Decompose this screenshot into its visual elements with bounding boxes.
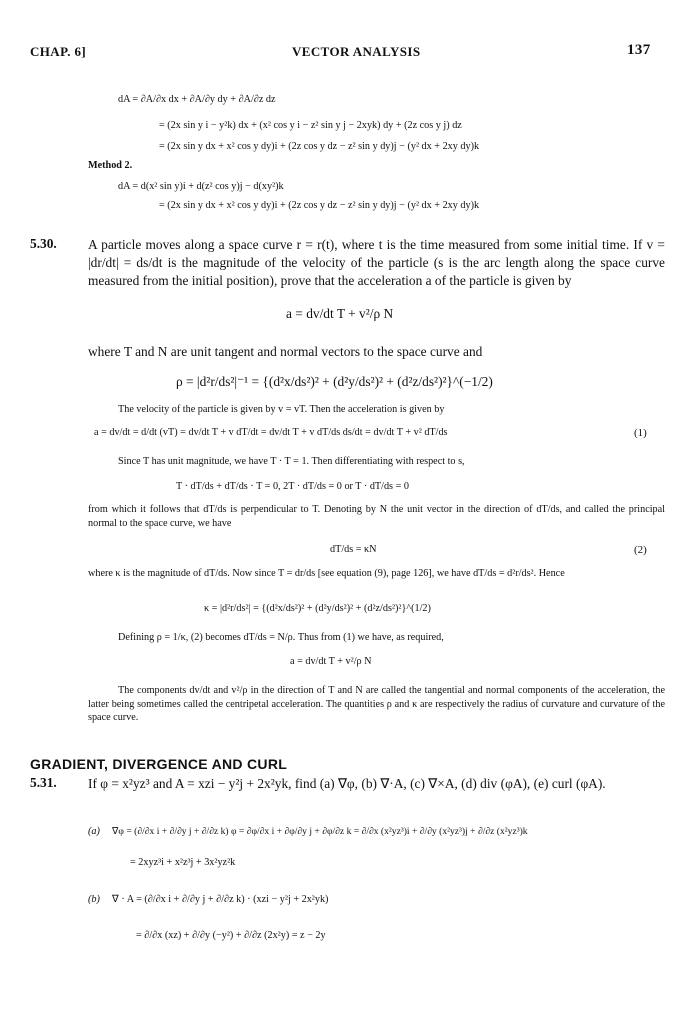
part-a-eq-2: = 2xyz³i + x²z³j + 3x²yz²k: [130, 857, 236, 868]
method2-label: Method 2.: [88, 160, 133, 171]
solution-eq-1: a = dv/dt = d/dt (vT) = dv/dt T + v dT/dt = dv/dt T + v dT/ds ds/dt = dv/dt T + v² dT/ds: [94, 427, 448, 438]
problem-530-where: where T and N are unit tangent and normal vectors to the space curve and: [88, 344, 483, 359]
problem-531-number: 5.31.: [30, 775, 57, 790]
problem-530-statement: A particle moves along a space curve r = r(t), where t is the time measured from some initial time. If v = |dr/dt| = ds/dt is the magnitude of the velocity of the particle (s is the arc length along the space curve measured from the initial position), prove that the acceleration a of the particle is given by: [88, 237, 665, 288]
solution-dot-eq: T · dT/ds + dT/ds · T = 0, 2T · dT/ds = 0 or T · dT/ds = 0: [176, 481, 409, 492]
equation-label-1: (1): [634, 427, 647, 439]
problem-530-rho-eq: ρ = |d²r/ds²|⁻¹ = {(d²x/ds²)² + (d²y/ds²)² + (d²z/ds²)²}^(−1/2): [176, 374, 493, 389]
method1-eq3: = (2x sin y dx + x² cos y dy)i + (2z cos y dz − z² sin y dy)j − (y² dx + 2xy dy)k: [159, 141, 480, 152]
method1-eq2: = (2x sin y i − y²k) dx + (x² cos y i − z² sin y j − 2xyk) dy + (2z cos y j) dz: [159, 120, 462, 131]
method1-eq1: dA = ∂A/∂x dx + ∂A/∂y dy + ∂A/∂z dz: [118, 94, 276, 105]
solution-line-2: Since T has unit magnitude, we have T · T = 1. Then differentiating with respect to s,: [118, 456, 465, 467]
part-b-eq-1: ∇ · A = (∂/∂x i + ∂/∂y j + ∂/∂z k) · (xzi − y²j + 2x²yk): [112, 894, 329, 905]
method2-eq1: dA = d(x² sin y)i + d(z² cos y)j − d(xy²)k: [118, 181, 284, 192]
part-a-label: (a): [88, 826, 100, 837]
solution-line-1: The velocity of the particle is given by v = vT. Then the acceleration is given by: [118, 404, 445, 415]
part-b-eq-2: = ∂/∂x (xz) + ∂/∂y (−y²) + ∂/∂z (2x²y) = z − 2y: [136, 930, 326, 941]
method2-eq2: = (2x sin y dx + x² cos y dy)i + (2z cos y dz − z² sin y dy)j − (y² dx + 2xy dy)k: [159, 200, 480, 211]
page-number: 137: [627, 42, 651, 58]
equation-label-2: (2): [634, 544, 647, 556]
problem-531-statement: If φ = x²yz³ and A = xzi − y²j + 2x²yk, find (a) ∇φ, (b) ∇·A, (c) ∇×A, (d) div (φA), (e) curl (φA).: [88, 776, 606, 791]
problem-530-number: 5.30.: [30, 236, 57, 251]
running-title: VECTOR ANALYSIS: [292, 44, 421, 59]
solution-final-eq: a = dv/dt T + v²/ρ N: [290, 656, 372, 667]
solution-eq-2: dT/ds = κN: [330, 544, 377, 555]
chapter-label: CHAP. 6]: [30, 44, 87, 59]
solution-para-4: where κ is the magnitude of dT/ds. Now since T = dr/ds [see equation (9), page 126], we have dT/ds = d²r/ds². Hence: [88, 568, 565, 579]
problem-530-accel-eq: a = dv/dt T + v²/ρ N: [286, 306, 394, 321]
solution-para-3: from which it follows that dT/ds is perpendicular to T. Denoting by N the unit vector in the direction of dT/ds, and called the principal normal to the space curve, we have: [88, 504, 665, 529]
section-heading: GRADIENT, DIVERGENCE AND CURL: [30, 756, 288, 772]
solution-line-5: Defining ρ = 1/κ, (2) becomes dT/ds = N/ρ. Thus from (1) we have, as required,: [118, 632, 444, 643]
solution-remark: The components dv/dt and v²/ρ in the direction of T and N are called the tangential and normal components of the acceleration, the latter being sometimes called the centripetal acceleration. The quantities ρ and κ are respectively the radius of curvature and curvature of the space curve.: [88, 685, 665, 723]
part-b-label: (b): [88, 894, 100, 905]
solution-kappa-eq: κ = |d²r/ds²| = {(d²x/ds²)² + (d²y/ds²)² + (d²z/ds²)²}^(1/2): [204, 603, 431, 614]
part-a-eq-1: ∇φ = (∂/∂x i + ∂/∂y j + ∂/∂z k) φ = ∂φ/∂x i + ∂φ/∂y j + ∂φ/∂z k = ∂/∂x (x²yz³)i + ∂/∂y (x²yz³)j + ∂/∂z (x²yz³)k: [112, 826, 528, 837]
